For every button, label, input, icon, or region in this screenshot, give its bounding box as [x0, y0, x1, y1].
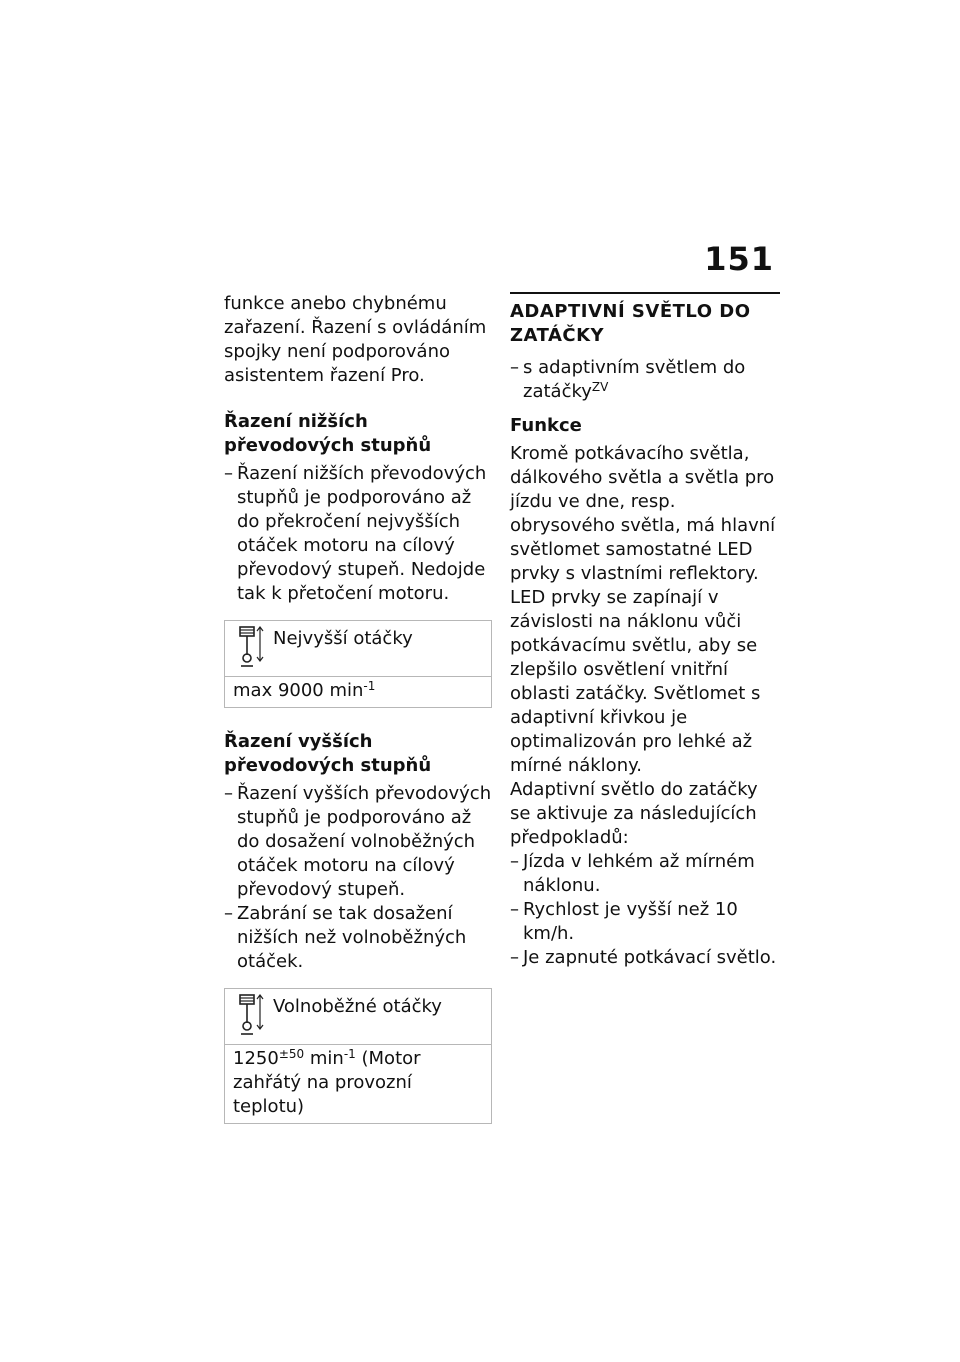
conditions-intro: Adaptivní světlo do zatáčky se aktivuje za následujících předpokladů: — [510, 779, 758, 848]
upshift-heading: Řazení vyšších převodových stupňů — [224, 731, 432, 776]
spec-header — [225, 989, 491, 1045]
option-badge: ZV — [591, 380, 609, 394]
left-column — [224, 292, 492, 1124]
spec-value-note: (Motor zahřátý na provozní teplotu) — [233, 1048, 421, 1117]
spec-value-exponent: -1 — [363, 679, 376, 693]
option-text: s adaptivním světlem do zatáčky — [523, 357, 746, 402]
spec-value — [225, 1045, 491, 1123]
list-item: – Zabrání se tak dosažení nižších než volnoběžných otáček. — [224, 902, 492, 974]
downshift-heading: Řazení nižších převodových stupňů — [224, 411, 432, 456]
page-number: 151 — [704, 240, 774, 278]
spec-value-unit: min — [304, 1048, 344, 1069]
section-title: ADAPTIVNÍ SVĚTLO DO ZATÁČKY — [510, 292, 780, 348]
engine-piston-icon — [237, 625, 265, 669]
list-item — [510, 356, 780, 404]
list-item: – Řazení vyšších převodových stupňů je podporováno až do dosažení volnoběžných otáček motoru na cílový převodový stupeň. — [224, 782, 492, 902]
spec-header — [225, 621, 491, 677]
idle-rpm-spec-box — [224, 988, 492, 1124]
upshift-list — [224, 782, 492, 974]
list-item: – Rychlost je vyšší než 10 km/h. — [510, 898, 780, 946]
list-item: – Řazení nižších převodových stupňů je podporováno až do překročení nejvyšších otáček motoru na cílový převodový stupeň. Nedojde tak k přetočení motoru. — [224, 462, 492, 606]
spec-title: Nejvyšší otáčky — [273, 628, 413, 649]
downshift-list — [224, 462, 492, 606]
max-rpm-spec-box — [224, 620, 492, 708]
spec-value-tolerance: ±50 — [278, 1047, 305, 1061]
function-body: Kromě potkávacího světla, dálkového světla a světla pro jízdu ve dne, resp. obrysového světla, má hlavní světlomet samostatné LED prvky s vlastními reflektory. LED prvky se zapínají v závislosti na náklonu vůči potkávacímu světlu, aby se zlepšilo osvětlení vnitřní oblasti zatáčky. Světlomet s adaptivní křivkou je optimalizován pro lehké až mírné náklony. — [510, 443, 776, 776]
list-item: – Jízda v lehkém až mírném náklonu. — [510, 850, 780, 898]
engine-piston-icon — [237, 993, 265, 1037]
conditions-list — [510, 850, 780, 970]
function-heading: Funkce — [510, 415, 582, 436]
option-list — [510, 356, 780, 404]
list-item: – Je zapnuté potkávací světlo. — [510, 946, 780, 970]
intro-paragraph: funkce anebo chybnému zařazení. Řazení s ovládáním spojky není podporováno asistentem řazení Pro. — [224, 293, 487, 386]
spec-title: Volnoběžné otáčky — [273, 996, 442, 1017]
spec-value-text: max 9000 min — [233, 680, 364, 701]
spec-value-number: 1250 — [233, 1048, 279, 1069]
spec-value-exponent: -1 — [343, 1047, 356, 1061]
spec-value — [225, 677, 491, 707]
right-column — [510, 292, 780, 970]
